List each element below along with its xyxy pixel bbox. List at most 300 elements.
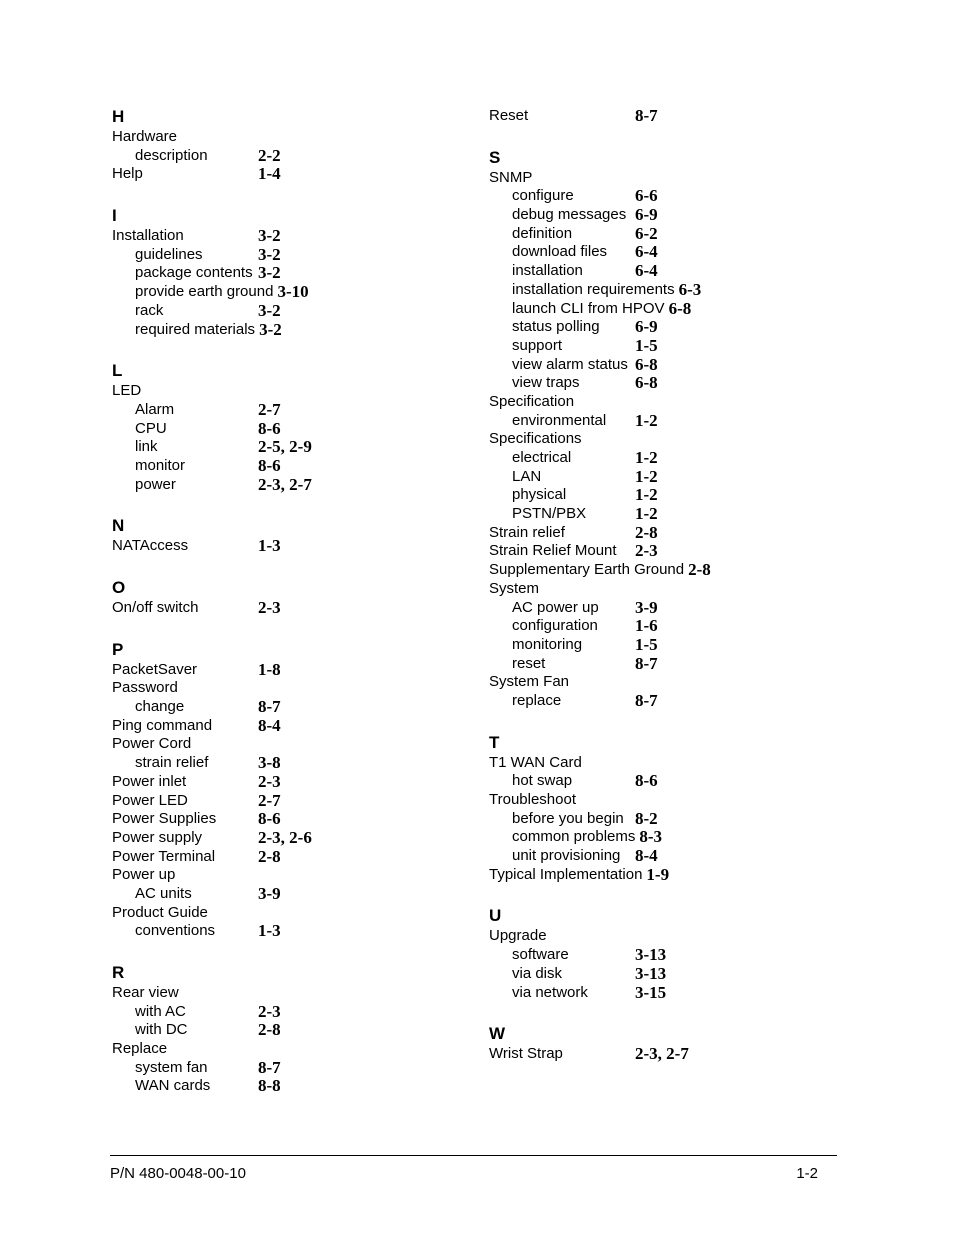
index-page-refs: [688, 561, 711, 580]
index-page-refs: [635, 107, 658, 126]
index-subentry: [489, 984, 829, 1003]
index-subentry: [112, 457, 452, 476]
index-entry: [112, 599, 452, 618]
index-entry: [112, 904, 452, 923]
index-page-refs: [635, 946, 666, 965]
index-subentry: [112, 420, 452, 439]
page-ref: 1-2: [635, 448, 658, 467]
page-ref: 6-2: [635, 223, 658, 243]
index-term: view alarm status: [512, 355, 628, 373]
page-ref: 1-2: [635, 410, 658, 430]
page-ref: 8-4: [635, 846, 658, 866]
index-page-refs: [635, 468, 658, 487]
index-letter-heading: L: [112, 361, 123, 381]
page-ref: 3-8: [258, 753, 281, 773]
index-page-refs: [635, 449, 658, 468]
index-page-refs: [669, 300, 692, 319]
page-ref: 8-3: [639, 827, 663, 847]
index-group: [489, 733, 829, 885]
index-page-refs: [679, 281, 702, 300]
index-entry: [112, 661, 452, 680]
index-term: conventions: [135, 922, 216, 940]
index-term: T1 WAN Card: [489, 753, 582, 771]
page-ref: 8-7: [258, 697, 281, 717]
index-entry: [112, 810, 452, 829]
page-ref: 8-4: [258, 715, 281, 735]
index-page-refs: [635, 374, 658, 393]
index-subentry: [489, 828, 829, 847]
index-page-refs: [258, 792, 281, 811]
index-entry: [489, 542, 829, 561]
page-ref: 8-2: [635, 808, 658, 828]
group-spacer: [489, 884, 829, 906]
index-term: PacketSaver: [112, 660, 198, 678]
index-subentry: [112, 246, 452, 265]
index-term: support: [512, 336, 563, 354]
index-subentry: [112, 754, 452, 773]
index-page-refs: [259, 321, 282, 340]
index-term: Power Terminal: [112, 847, 216, 865]
index-term: Upgrade: [489, 927, 547, 945]
index-page-refs: [635, 692, 658, 711]
index-term: Reset: [489, 107, 529, 124]
index-page-refs: [635, 412, 658, 431]
index-subentry: [112, 885, 452, 904]
index-group: [112, 107, 452, 184]
index-entry: [112, 537, 452, 556]
index-term: Replace: [112, 1040, 168, 1058]
index-page-refs: [258, 829, 312, 848]
index-page-refs: [635, 206, 658, 225]
page-ref: 6-8: [635, 373, 658, 393]
index-term: physical: [512, 486, 567, 504]
index-entry: [489, 1045, 829, 1064]
index-letter-heading: N: [112, 516, 125, 536]
page-ref: 3-13: [635, 963, 667, 983]
index-page-refs: [635, 356, 658, 375]
index-term: definition: [512, 224, 573, 242]
index-subentry: [489, 281, 829, 300]
index-group: [112, 361, 452, 494]
index-term: electrical: [512, 449, 572, 466]
index-page-refs: [258, 773, 281, 792]
index-page-refs: [635, 505, 658, 524]
page-ref: 8-7: [258, 1057, 281, 1077]
index-term: launch CLI from HPOV: [512, 299, 665, 317]
index-term: Power inlet: [112, 772, 187, 790]
page-ref: 6-9: [635, 317, 658, 337]
page-ref: 3-2: [258, 244, 281, 264]
page-ref: 2-3: [258, 1001, 281, 1021]
index-page-refs: [635, 262, 658, 281]
page-ref: 3-9: [635, 597, 658, 617]
index-page-refs: [635, 187, 658, 206]
index-subentry: [489, 356, 829, 375]
page-ref: 1-5: [635, 335, 658, 355]
index-page-refs: [258, 438, 312, 457]
index-subentry: [489, 412, 829, 431]
page-ref: 1-8: [258, 659, 281, 679]
page-ref: 3-9: [258, 883, 281, 903]
index-term: reset: [512, 654, 546, 672]
index-term: replace: [512, 691, 562, 709]
index-subentry: [489, 206, 829, 225]
index-term: unit provisioning: [512, 847, 621, 865]
index-page-refs: [258, 420, 281, 439]
index-term: Specification: [489, 392, 575, 410]
index-term: installation requirements: [512, 280, 675, 298]
page-ref: 3-2: [259, 319, 282, 339]
index-subentry: [489, 946, 829, 965]
index-group: [489, 1024, 829, 1064]
page-ref: 2-7: [258, 399, 281, 419]
index-term: Rear view: [112, 984, 179, 1001]
page-ref: 3-13: [635, 945, 667, 965]
page-ref: 1-2: [635, 504, 658, 524]
index-page-refs: [258, 1003, 281, 1022]
index-column-right: [489, 107, 829, 1064]
page-ref: 8-6: [258, 418, 281, 438]
index-term: hot swap: [512, 772, 573, 790]
index-page-refs: [635, 337, 658, 356]
page-ref: 8-6: [258, 809, 281, 829]
index-page-refs: [258, 246, 281, 265]
index-letter-heading: U: [489, 906, 502, 926]
index-entry: [112, 679, 452, 698]
index-page-refs: [258, 717, 281, 736]
index-term: package contents: [135, 264, 253, 282]
index-entry: [489, 169, 829, 188]
index-group: [112, 516, 452, 556]
page-ref: 3-15: [635, 982, 667, 1002]
index-subentry: [112, 1059, 452, 1078]
index-entry: [112, 792, 452, 811]
index-term: via network: [512, 983, 588, 1001]
index-term: Power Cord: [112, 735, 192, 753]
footer-rule: [110, 1155, 837, 1156]
group-spacer: [112, 556, 452, 578]
page-ref: 1-3: [258, 921, 281, 941]
index-page-refs: [258, 264, 281, 283]
index-subentry: [112, 1021, 452, 1040]
index-page-refs: [258, 661, 281, 680]
index-term: download files: [512, 243, 608, 261]
index-subentry: [112, 476, 452, 495]
index-subentry: [489, 486, 829, 505]
index-subentry: [489, 449, 829, 468]
index-page-refs: [646, 866, 669, 885]
index-term: System: [489, 579, 540, 597]
page-ref: 1-9: [646, 864, 670, 884]
index-entry: [112, 382, 452, 401]
index-term: Password: [112, 679, 178, 697]
index-page-refs: [635, 243, 658, 262]
page-ref: 8-6: [258, 455, 281, 475]
index-term: Ping command: [112, 716, 213, 734]
index-page-refs: [258, 457, 281, 476]
index-entry: [112, 773, 452, 792]
page-ref: 2-8: [258, 846, 281, 866]
index-subentry: [112, 147, 452, 166]
index-entry: [489, 866, 829, 885]
index-subentry: [489, 617, 829, 636]
index-term: common problems: [512, 828, 636, 846]
group-spacer: [489, 711, 829, 733]
index-term: AC units: [135, 884, 192, 902]
page-ref: 2-3: [635, 541, 658, 561]
page-ref: 6-3: [678, 279, 702, 299]
group-spacer: [112, 618, 452, 640]
index-subentry: [112, 264, 452, 283]
page-ref: 2-5: [258, 437, 281, 457]
index-entry: [489, 791, 829, 810]
page-ref: 2-8: [258, 1020, 281, 1040]
index-term: provide earth ground: [135, 283, 274, 301]
index-entry: [112, 128, 452, 147]
page-ref: 8-8: [258, 1076, 281, 1096]
page-ref: 3-2: [258, 300, 281, 320]
index-term: guidelines: [135, 245, 203, 263]
index-term: LED: [112, 382, 142, 400]
index-subentry: [112, 698, 452, 717]
index-group: [112, 963, 452, 1096]
index-term: Specifications: [489, 430, 582, 448]
page-ref: 3-2: [258, 226, 281, 246]
index-term: Power supply: [112, 828, 203, 846]
index-subentry: [112, 401, 452, 420]
index-page-refs: [258, 1021, 281, 1040]
index-letter-heading: O: [112, 578, 126, 597]
index-page-refs: [635, 636, 658, 655]
index-subentry: [489, 468, 829, 487]
index-entry: [489, 393, 829, 412]
index-group: [489, 148, 829, 711]
index-term: Wrist Strap: [489, 1045, 563, 1063]
index-page-refs: [258, 401, 281, 420]
index-term: Strain relief: [489, 523, 565, 541]
page-ref: 2-3: [635, 1044, 658, 1064]
index-term: Installation: [112, 227, 184, 245]
index-subentry: [112, 1003, 452, 1022]
index-term: LAN: [512, 467, 542, 485]
index-entry: [112, 717, 452, 736]
index-subentry: [112, 922, 452, 941]
page-ref: 2-8: [688, 560, 711, 580]
index-term: monitoring: [512, 635, 583, 653]
index-term: Help: [112, 165, 143, 183]
index-term: system fan: [135, 1058, 208, 1076]
index-term: rack: [135, 301, 164, 319]
index-term: Typical Implementation: [489, 865, 643, 883]
index-page-refs: [258, 227, 281, 246]
index-term: AC power up: [512, 598, 599, 616]
index-letter-heading: T: [489, 732, 500, 752]
index-page-refs: [258, 810, 281, 829]
page-ref-separator: ,: [280, 437, 290, 457]
index-term: required materials: [135, 320, 256, 338]
page-ref: 2-7: [258, 790, 281, 810]
index-page-refs: [635, 524, 658, 543]
index-term: software: [512, 946, 569, 964]
page-ref: 1-3: [258, 536, 281, 556]
index-term: configuration: [512, 617, 598, 635]
page-ref: 8-7: [635, 106, 658, 125]
group-spacer: [112, 494, 452, 516]
page-ref: 6-4: [635, 261, 658, 281]
page-ref: 2-7: [289, 474, 312, 494]
page-ref: 1-6: [635, 616, 658, 636]
index-entry: [489, 430, 829, 449]
index-group: [112, 578, 452, 618]
index-entry: [112, 866, 452, 885]
index-subentry: [489, 772, 829, 791]
index-term: installation: [512, 262, 583, 280]
index-entry: [489, 107, 829, 126]
footer-page-number: 1-2: [796, 1165, 818, 1182]
index-term: On/off switch: [112, 599, 199, 616]
index-entry: [112, 227, 452, 246]
index-letter-heading: P: [112, 639, 124, 659]
page-ref: 2-8: [635, 522, 658, 542]
index-subentry: [489, 337, 829, 356]
index-page-refs: [258, 537, 281, 556]
index-subentry: [489, 692, 829, 711]
index-group: [112, 640, 452, 941]
index-subentry: [489, 187, 829, 206]
index-term: monitor: [135, 456, 186, 474]
index-subentry: [489, 810, 829, 829]
page-ref: 2-3: [258, 771, 281, 791]
index-entry: [489, 673, 829, 692]
index-page-refs: [635, 965, 666, 984]
index-term: with DC: [135, 1021, 188, 1039]
page-ref: 2-3: [258, 474, 281, 494]
index-subentry: [489, 847, 829, 866]
page-ref: 1-5: [635, 634, 658, 654]
index-subentry: [489, 505, 829, 524]
index-entry: [489, 927, 829, 946]
index-subentry: [489, 225, 829, 244]
index-term: configure: [512, 187, 574, 205]
index-page-refs: [258, 885, 281, 904]
index-term: before you begin: [512, 809, 624, 827]
index-page-refs: [258, 754, 281, 773]
index-group: [489, 906, 829, 1002]
index-subentry: [489, 655, 829, 674]
index-letter-heading: R: [112, 963, 125, 982]
page-ref: 8-7: [635, 690, 658, 710]
index-page-refs: [258, 165, 281, 184]
index-page-refs: [258, 302, 281, 321]
footer-part-number: P/N 480-0048-00-10: [110, 1165, 246, 1182]
index-subentry: [489, 965, 829, 984]
index-subentry: [489, 374, 829, 393]
index-page-refs: [635, 1045, 689, 1064]
index-group: [112, 206, 452, 339]
index-term: Strain Relief Mount: [489, 542, 617, 560]
index-page-refs: [258, 599, 281, 618]
page-ref: 2-7: [666, 1044, 689, 1064]
index-term: power: [135, 475, 176, 493]
index-subentry: [112, 302, 452, 321]
index-term: Power LED: [112, 791, 188, 809]
index-entry: [112, 829, 452, 848]
page-ref-separator: ,: [657, 1044, 667, 1064]
index-term: environmental: [512, 411, 607, 429]
page-ref: 1-2: [635, 466, 658, 486]
index-page-refs: [635, 542, 658, 561]
index-subentry: [489, 300, 829, 319]
index-letter-heading: I: [112, 206, 117, 226]
index-subentry: [489, 318, 829, 337]
index-term: status polling: [512, 318, 600, 336]
index-term: with AC: [135, 1002, 186, 1020]
index-page-refs: [639, 828, 662, 847]
index-letter-heading: W: [489, 1024, 506, 1044]
index-term: SNMP: [489, 168, 533, 186]
index-group: [489, 107, 829, 126]
group-spacer: [489, 126, 829, 148]
index-entry: [112, 1040, 452, 1059]
index-page-refs: [635, 655, 658, 674]
index-subentry: [112, 438, 452, 457]
page-ref-separator: ,: [280, 474, 290, 494]
page-ref: 2-2: [258, 145, 281, 165]
index-term: description: [135, 146, 208, 164]
index-page-refs: [635, 486, 658, 505]
page-ref: 6-8: [635, 354, 658, 374]
index-term: CPU: [135, 419, 167, 437]
index-entry: [112, 735, 452, 754]
index-page-refs: [258, 1077, 281, 1096]
page-ref: 3-10: [277, 282, 309, 302]
index-term: change: [135, 698, 185, 716]
page-ref: 8-7: [635, 653, 658, 673]
index-page-refs: [635, 772, 658, 791]
index-subentry: [112, 321, 452, 340]
index-letter-heading: H: [112, 107, 125, 126]
index-term: PSTN/PBX: [512, 505, 587, 523]
index-page-refs: [258, 698, 281, 717]
page-ref: 2-9: [289, 437, 312, 457]
index-term: Product Guide: [112, 903, 208, 921]
index-page-refs: [258, 922, 281, 941]
group-spacer: [112, 339, 452, 361]
index-term: strain relief: [135, 754, 209, 772]
group-spacer: [489, 1002, 829, 1024]
page-ref: 1-2: [635, 485, 658, 505]
index-subentry: [489, 636, 829, 655]
index-page-refs: [258, 848, 281, 867]
index-page-refs: [635, 225, 658, 244]
index-entry: [112, 984, 452, 1003]
index-term: Hardware: [112, 128, 178, 145]
index-page-refs: [635, 318, 658, 337]
page-ref-separator: ,: [280, 827, 290, 847]
index-term: Power Supplies: [112, 810, 217, 828]
index-term: view traps: [512, 374, 580, 392]
index-entry: [489, 561, 829, 580]
index-entry: [112, 165, 452, 184]
index-entry: [489, 754, 829, 773]
index-letter-heading: S: [489, 147, 501, 167]
index-subentry: [489, 243, 829, 262]
page-ref: 6-6: [635, 186, 658, 206]
index-subentry: [489, 599, 829, 618]
index-page-refs: [635, 617, 658, 636]
page-ref: 2-6: [289, 827, 312, 847]
page-ref: 1-4: [258, 164, 281, 184]
